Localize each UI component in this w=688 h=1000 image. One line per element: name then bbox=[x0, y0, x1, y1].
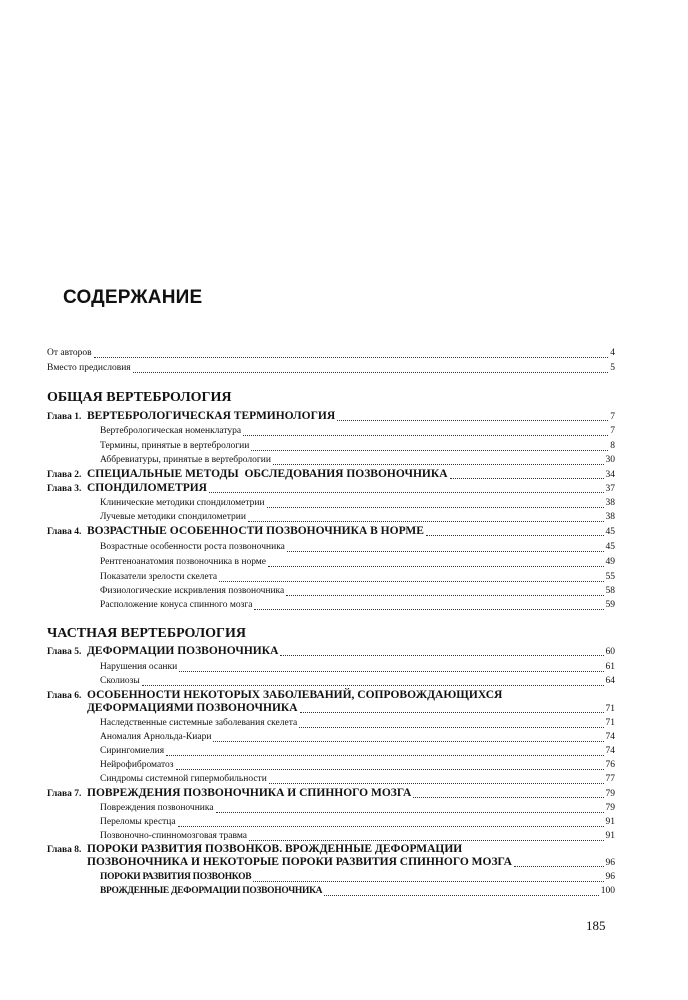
dot-leader bbox=[426, 534, 604, 536]
page-title: СОДЕРЖАНИЕ bbox=[63, 287, 203, 308]
subentry-page: 8 bbox=[610, 441, 615, 451]
subentry-label: Лучевые методики спондилометрии bbox=[100, 512, 246, 522]
toc-subentry[interactable] bbox=[100, 453, 615, 468]
dot-leader bbox=[216, 811, 604, 813]
toc-chapter-8[interactable] bbox=[87, 855, 615, 870]
subentry-label: Синдромы системной гипермобильности bbox=[100, 774, 267, 784]
chapter-page: 79 bbox=[605, 789, 615, 799]
dot-leader bbox=[299, 726, 603, 728]
dot-leader bbox=[219, 580, 603, 582]
subentry-page: 64 bbox=[605, 676, 615, 686]
subentry-label: Рентгеноанатомия позвоночника в норме bbox=[100, 557, 267, 567]
chapter-title: ПОЗВОНОЧНИКА И НЕКОТОРЫЕ ПОРОКИ РАЗВИТИЯ СПИННОГО МОЗГА bbox=[87, 856, 512, 868]
subentry-page: 7 bbox=[610, 426, 615, 436]
toc-subentry[interactable] bbox=[100, 570, 615, 585]
chapter-title: ВОЗРАСТНЫЕ ОСОБЕННОСТИ ПОЗВОНОЧНИКА В НОРМЕ bbox=[87, 525, 424, 537]
chapter-title: ДЕФОРМАЦИЯМИ ПОЗВОНОЧНИКА bbox=[87, 702, 298, 714]
toc-subentry[interactable] bbox=[100, 540, 615, 555]
chapter-page: 60 bbox=[605, 647, 615, 657]
subentry-label: Клинические методики спондилометрии bbox=[100, 498, 265, 508]
dot-leader bbox=[514, 865, 604, 867]
subentry-page: 79 bbox=[605, 803, 615, 813]
dot-leader bbox=[209, 491, 604, 493]
chapter-title: ВЕРТЕБРОЛОГИЧЕСКАЯ ТЕРМИНОЛОГИЯ bbox=[87, 410, 336, 422]
subentry-page: 59 bbox=[605, 600, 615, 610]
chapter-title-line1: ОСОБЕННОСТИ НЕКОТОРЫХ ЗАБОЛЕВАНИЙ, СОПРОВОЖДАЮЩИХСЯ bbox=[87, 689, 503, 701]
subentry-label: Повреждения позвоночника bbox=[100, 803, 214, 813]
toc-subentry[interactable] bbox=[100, 744, 615, 759]
toc-subentry[interactable] bbox=[100, 496, 615, 511]
subentry-page: 30 bbox=[605, 455, 615, 465]
subentry-page: 74 bbox=[605, 732, 615, 742]
subentry-label: Аномалия Арнольда-Киари bbox=[100, 732, 212, 742]
chapter-title: СПЕЦИАЛЬНЫЕ МЕТОДЫ ОБСЛЕДОВАНИЯ ПОЗВОНОЧНИКА bbox=[87, 468, 448, 480]
chapter-title: СПОНДИЛОМЕТРИЯ bbox=[87, 482, 207, 494]
subentry-page: 76 bbox=[605, 760, 615, 770]
dot-leader bbox=[253, 880, 603, 882]
subentry-label: Термины, принятые в вертебрологии bbox=[100, 441, 250, 451]
dot-leader bbox=[166, 754, 603, 756]
chapter-page: 7 bbox=[610, 412, 615, 422]
subentry-label: ВРОЖДЕННЫЕ ДЕФОРМАЦИИ ПОЗВОНОЧНИКА bbox=[100, 886, 323, 896]
subentry-page: 96 bbox=[605, 872, 615, 882]
toc-entry-page: 4 bbox=[610, 348, 615, 358]
toc-subentry[interactable] bbox=[100, 716, 615, 731]
chapter-page: 96 bbox=[605, 858, 615, 868]
subentry-page: 49 bbox=[605, 557, 615, 567]
chapter-prefix: Глава 2. bbox=[47, 470, 82, 480]
chapter-page: 34 bbox=[605, 470, 615, 480]
dot-leader bbox=[254, 608, 603, 610]
dot-leader bbox=[413, 796, 603, 798]
chapter-page: 71 bbox=[605, 704, 615, 714]
toc-chapter-6[interactable] bbox=[87, 701, 615, 716]
toc-subentry[interactable] bbox=[100, 555, 615, 570]
chapter-title-line1: ПОРОКИ РАЗВИТИЯ ПОЗВОНКОВ. ВРОЖДЕННЫЕ ДЕФОРМАЦИИ bbox=[87, 843, 463, 855]
subentry-page: 45 bbox=[605, 542, 615, 552]
page-number: 185 bbox=[586, 918, 606, 933]
dot-leader bbox=[450, 477, 604, 479]
section-heading-general: ОБЩАЯ ВЕРТЕБРОЛОГИЯ bbox=[47, 390, 232, 405]
chapter-title: ПОВРЕЖДЕНИЯ ПОЗВОНОЧНИКА И СПИННОГО МОЗГА bbox=[87, 787, 412, 799]
dot-leader bbox=[267, 506, 604, 508]
dot-leader bbox=[337, 419, 608, 421]
toc-subentry[interactable] bbox=[100, 801, 615, 816]
dot-leader bbox=[178, 825, 604, 827]
toc-subentry[interactable] bbox=[100, 730, 615, 745]
dot-leader bbox=[243, 434, 608, 436]
subentry-label: Сирингомиелия bbox=[100, 746, 165, 756]
subentry-page: 58 bbox=[605, 586, 615, 596]
dot-leader bbox=[324, 894, 599, 896]
chapter-prefix: Глава 7. bbox=[47, 789, 82, 799]
toc-subentry[interactable] bbox=[100, 758, 615, 773]
toc-subentry[interactable] bbox=[100, 884, 615, 899]
section-heading-special: ЧАСТНАЯ ВЕРТЕБРОЛОГИЯ bbox=[47, 626, 246, 641]
toc-entry-authors[interactable] bbox=[47, 346, 615, 361]
subentry-page: 100 bbox=[600, 886, 615, 896]
subentry-page: 55 bbox=[605, 572, 615, 582]
subentry-label: Возрастные особенности роста позвоночника bbox=[100, 542, 285, 552]
dot-leader bbox=[269, 782, 604, 784]
chapter-title: ДЕФОРМАЦИИ ПОЗВОНОЧНИКА bbox=[87, 645, 279, 657]
toc-chapter-7[interactable] bbox=[47, 786, 615, 801]
toc-entry-preface[interactable] bbox=[47, 361, 615, 376]
toc-subentry[interactable] bbox=[100, 510, 615, 525]
subentry-label: Вертебрологическая номенклатура bbox=[100, 426, 242, 436]
toc-subentry[interactable] bbox=[100, 815, 615, 830]
dot-leader bbox=[273, 463, 604, 465]
dot-leader bbox=[248, 520, 604, 522]
subentry-label: Нарушения осанки bbox=[100, 662, 178, 672]
toc-subentry[interactable] bbox=[100, 660, 615, 675]
toc-entry-page: 5 bbox=[610, 363, 615, 373]
chapter-prefix: Глава 8. bbox=[47, 845, 82, 855]
subentry-label: Переломы крестца bbox=[100, 817, 176, 827]
chapter-page: 45 bbox=[605, 527, 615, 537]
dot-leader bbox=[287, 550, 604, 552]
toc-entry-label: От авторов bbox=[47, 348, 92, 358]
subentry-label: Позвоночно-спинномозговая травма bbox=[100, 831, 247, 841]
toc-subentry[interactable] bbox=[100, 598, 615, 613]
toc-entry-label: Вместо предисловия bbox=[47, 363, 131, 373]
subentry-label: Расположение конуса спинного мозга bbox=[100, 600, 253, 610]
dot-leader bbox=[300, 711, 604, 713]
subentry-page: 77 bbox=[605, 774, 615, 784]
chapter-page: 37 bbox=[605, 484, 615, 494]
toc-chapter-4[interactable] bbox=[47, 524, 615, 539]
subentry-page: 74 bbox=[605, 746, 615, 756]
subentry-page: 38 bbox=[605, 512, 615, 522]
dot-leader bbox=[286, 594, 603, 596]
chapter-prefix: Глава 3. bbox=[47, 484, 82, 494]
dot-leader bbox=[133, 371, 609, 373]
toc-subentry[interactable] bbox=[100, 584, 615, 599]
subentry-page: 91 bbox=[605, 831, 615, 841]
toc-subentry[interactable] bbox=[100, 772, 615, 787]
subentry-page: 38 bbox=[605, 498, 615, 508]
chapter-prefix: Глава 6. bbox=[47, 691, 82, 701]
dot-leader bbox=[176, 768, 604, 770]
subentry-page: 91 bbox=[605, 817, 615, 827]
dot-leader bbox=[280, 654, 603, 656]
toc-subentry[interactable] bbox=[100, 439, 615, 454]
subentry-label: Аббревиатуры, принятые в вертебрологии bbox=[100, 455, 271, 465]
dot-leader bbox=[268, 565, 603, 567]
dot-leader bbox=[251, 449, 608, 451]
dot-leader bbox=[213, 740, 603, 742]
toc-chapter-5[interactable] bbox=[47, 644, 615, 659]
chapter-prefix: Глава 1. bbox=[47, 412, 82, 422]
toc-subentry[interactable] bbox=[100, 424, 615, 439]
toc-chapter-1[interactable] bbox=[47, 409, 615, 424]
subentry-label: Нейрофиброматоз bbox=[100, 760, 174, 770]
subentry-label: Наследственные системные заболевания скелета bbox=[100, 718, 298, 728]
subentry-label: Физиологические искривления позвоночника bbox=[100, 586, 285, 596]
subentry-page: 71 bbox=[605, 718, 615, 728]
chapter-prefix: Глава 4. bbox=[47, 527, 82, 537]
dot-leader bbox=[179, 670, 603, 672]
toc-chapter-3[interactable] bbox=[47, 481, 615, 496]
toc-chapter-2[interactable] bbox=[47, 467, 615, 482]
subentry-page: 61 bbox=[605, 662, 615, 672]
toc-subentry[interactable] bbox=[100, 870, 615, 885]
subentry-label: Сколиозы bbox=[100, 676, 140, 686]
subentry-label: Показатели зрелости скелета bbox=[100, 572, 218, 582]
subentry-label: ПОРОКИ РАЗВИТИЯ ПОЗВОНКОВ bbox=[100, 872, 252, 882]
dot-leader bbox=[94, 356, 609, 358]
chapter-prefix: Глава 5. bbox=[47, 647, 82, 657]
